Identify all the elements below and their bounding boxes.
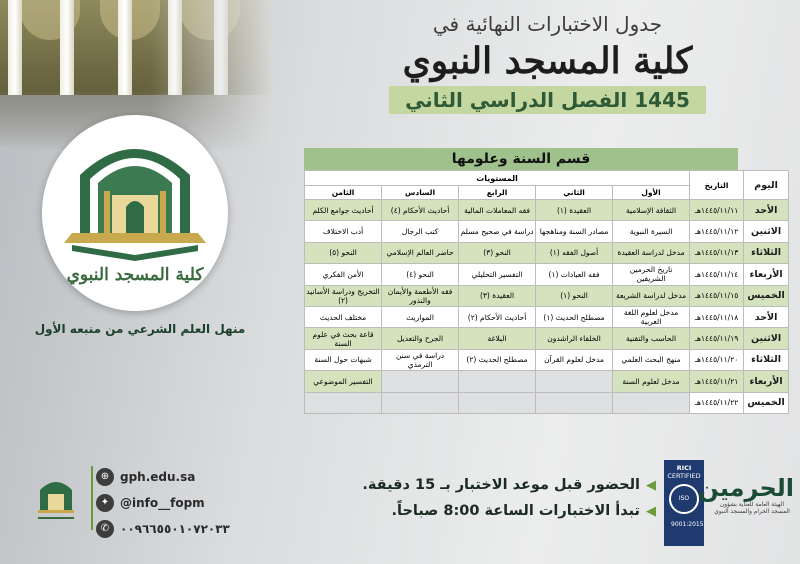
course-cell — [382, 371, 459, 392]
course-cell: النحو (٥) — [305, 242, 382, 263]
note-item: ◀تبدأ الاختبارات الساعة 8:00 صباحاً. — [391, 503, 656, 519]
course-cell: الأمن الفكري — [305, 264, 382, 285]
date-cell: ١٤٤٥/١١/٢١هـ — [690, 371, 744, 392]
course-cell: البلاغة — [459, 328, 536, 349]
date-cell: ١٤٤٥/١١/١٤هـ — [690, 264, 744, 285]
course-cell: مصطلح الحديث (٢) — [459, 349, 536, 370]
course-cell: كتب الرجال — [382, 221, 459, 242]
course-cell: تاريخ الحرمين الشريفين — [613, 264, 690, 285]
exam-schedule — [304, 148, 788, 414]
day-cell: الأحد — [744, 200, 789, 221]
course-cell — [536, 392, 613, 413]
small-emblem-icon — [30, 470, 82, 528]
course-cell: فقه الأطعمة والأيمان والنذور — [382, 285, 459, 306]
course-cell: النحو (١) — [536, 285, 613, 306]
haramain-logo: الحرمين الهيئة العامة للعناية بشؤون المسجد الحرام والمسجد النبوي — [698, 474, 794, 515]
course-cell: الجرح والتعديل — [382, 328, 459, 349]
date-cell: ١٤٤٥/١١/١١هـ — [690, 200, 744, 221]
website-link[interactable]: gph.edu.sa — [120, 470, 196, 484]
table-row — [305, 392, 789, 413]
course-cell: الثقافة الإسلامية — [613, 200, 690, 221]
course-cell: أحاديث الأحكام (٤) — [382, 200, 459, 221]
globe-icon: ⊕ — [96, 468, 114, 486]
table-row — [305, 328, 789, 349]
course-cell: قاعة بحث في علوم السنة — [305, 328, 382, 349]
day-cell: الاثنين — [744, 328, 789, 349]
day-cell: الخميس — [744, 392, 789, 413]
table-row — [305, 306, 789, 327]
course-cell: حاضر العالم الإسلامي — [382, 242, 459, 263]
table-row — [305, 349, 789, 370]
divider — [91, 466, 93, 530]
course-cell: فقه المعاملات المالية — [459, 200, 536, 221]
day-cell: الأربعاء — [744, 371, 789, 392]
course-cell: التفسير الموضوعي — [305, 371, 382, 392]
header-day: اليوم — [744, 171, 789, 200]
course-cell — [613, 392, 690, 413]
course-cell: النحو (٤) — [382, 264, 459, 285]
contact-info — [96, 464, 236, 542]
date-cell: ١٤٤٥/١١/١٩هـ — [690, 328, 744, 349]
twitter-row[interactable] — [96, 490, 236, 516]
header — [300, 12, 795, 114]
course-cell: المواريث — [382, 306, 459, 327]
course-cell: النحو (٣) — [459, 242, 536, 263]
date-cell: ١٤٤٥/١١/١٥هـ — [690, 285, 744, 306]
level-header: الأول — [613, 186, 690, 200]
course-cell: منهج البحث العلمي — [613, 349, 690, 370]
schedule-table — [304, 170, 789, 414]
table-row — [305, 285, 789, 306]
page-title: جدول الاختبارات النهائية في — [432, 12, 663, 36]
notes — [356, 472, 656, 524]
date-cell: ١٤٤٥/١١/١٢هـ — [690, 221, 744, 242]
course-cell — [459, 392, 536, 413]
course-cell: فقه العبادات (١) — [536, 264, 613, 285]
course-cell — [536, 371, 613, 392]
college-emblem — [42, 115, 228, 311]
course-cell: العقيدة (٣) — [459, 285, 536, 306]
course-cell: الخلفاء الراشدون — [536, 328, 613, 349]
day-cell: الاثنين — [744, 221, 789, 242]
day-cell: الخميس — [744, 285, 789, 306]
header-date: التاريخ — [690, 171, 744, 200]
level-header: الثامن — [305, 186, 382, 200]
date-cell: ١٤٤٥/١١/٢٢هـ — [690, 392, 744, 413]
day-cell: الأربعاء — [744, 264, 789, 285]
term-label: 1445 الفصل الدراسي الثاني — [389, 86, 706, 114]
course-cell: مدخل لعلوم السنة — [613, 371, 690, 392]
course-cell — [305, 392, 382, 413]
day-cell: الأحد — [744, 306, 789, 327]
course-cell: أحاديث الأحكام (٢) — [459, 306, 536, 327]
date-cell: ١٤٤٥/١١/١٨هـ — [690, 306, 744, 327]
table-row — [305, 242, 789, 263]
day-cell: الثلاثاء — [744, 242, 789, 263]
course-cell: شبهات حول السنة — [305, 349, 382, 370]
course-cell — [382, 392, 459, 413]
level-header: الرابع — [459, 186, 536, 200]
course-cell: مصطلح الحديث (١) — [536, 306, 613, 327]
table-row — [305, 200, 789, 221]
slogan: منهل العلم الشرعي من منبعه الأول — [34, 322, 246, 336]
note-item: ◀الحضور قبل موعد الاختبار بـ 15 دقيقة. — [362, 477, 656, 493]
table-row — [305, 371, 789, 392]
department-title: قسم السنة وعلومها — [304, 148, 738, 170]
course-cell: مصادر السنة ومناهجها — [536, 221, 613, 242]
course-cell: التفسير التحليلي — [459, 264, 536, 285]
course-cell: أصول الفقه (١) — [536, 242, 613, 263]
date-cell: ١٤٤٥/١١/٢٠هـ — [690, 349, 744, 370]
twitter-icon: ✦ — [96, 494, 114, 512]
header-levels: المستويات — [305, 171, 690, 186]
level-header: الثاني — [536, 186, 613, 200]
course-cell: أحاديث جوامع الكلم — [305, 200, 382, 221]
whatsapp-icon: ✆ — [96, 520, 114, 538]
course-cell: دراسة في صحيح مسلم — [459, 221, 536, 242]
level-header: السادس — [382, 186, 459, 200]
triangle-left-icon: ◀ — [646, 478, 656, 493]
course-cell — [459, 371, 536, 392]
website-row[interactable] — [96, 464, 236, 490]
course-cell: الحاسب والتقنية — [613, 328, 690, 349]
emblem-caption: كلية المسجد النبوي — [66, 265, 204, 285]
course-cell: أدب الاختلاف — [305, 221, 382, 242]
college-name: كلية المسجد النبوي — [402, 40, 693, 82]
day-cell: الثلاثاء — [744, 349, 789, 370]
rici-certified-badge: RICI CERTIFIED ISO 9001:2015 — [664, 460, 704, 546]
course-cell: دراسة في سنن الترمذي — [382, 349, 459, 370]
course-cell: العقيدة (١) — [536, 200, 613, 221]
whatsapp-number[interactable]: ٠٠٩٦٦٥٥٠١٠٧٢٠٣٣ — [120, 522, 230, 536]
twitter-handle[interactable]: @info__fopm — [120, 496, 205, 510]
table-row — [305, 264, 789, 285]
iso-seal-icon: ISO 9001:2015 — [669, 484, 699, 514]
course-cell: مدخل لدراسة العقيدة — [613, 242, 690, 263]
course-cell: مدخل لدراسة الشريعة — [613, 285, 690, 306]
triangle-left-icon: ◀ — [646, 504, 656, 519]
course-cell: التخريج ودراسة الأسانيد (٢) — [306, 286, 380, 305]
table-row — [305, 221, 789, 242]
course-cell: مختلف الحديث — [305, 306, 382, 327]
course-cell: السيرة النبوية — [613, 221, 690, 242]
course-cell: مدخل لعلوم القرآن — [536, 349, 613, 370]
date-cell: ١٤٤٥/١١/١٣هـ — [690, 242, 744, 263]
course-cell: مدخل لعلوم اللغة العربية — [613, 306, 690, 327]
whatsapp-row[interactable] — [96, 516, 236, 542]
